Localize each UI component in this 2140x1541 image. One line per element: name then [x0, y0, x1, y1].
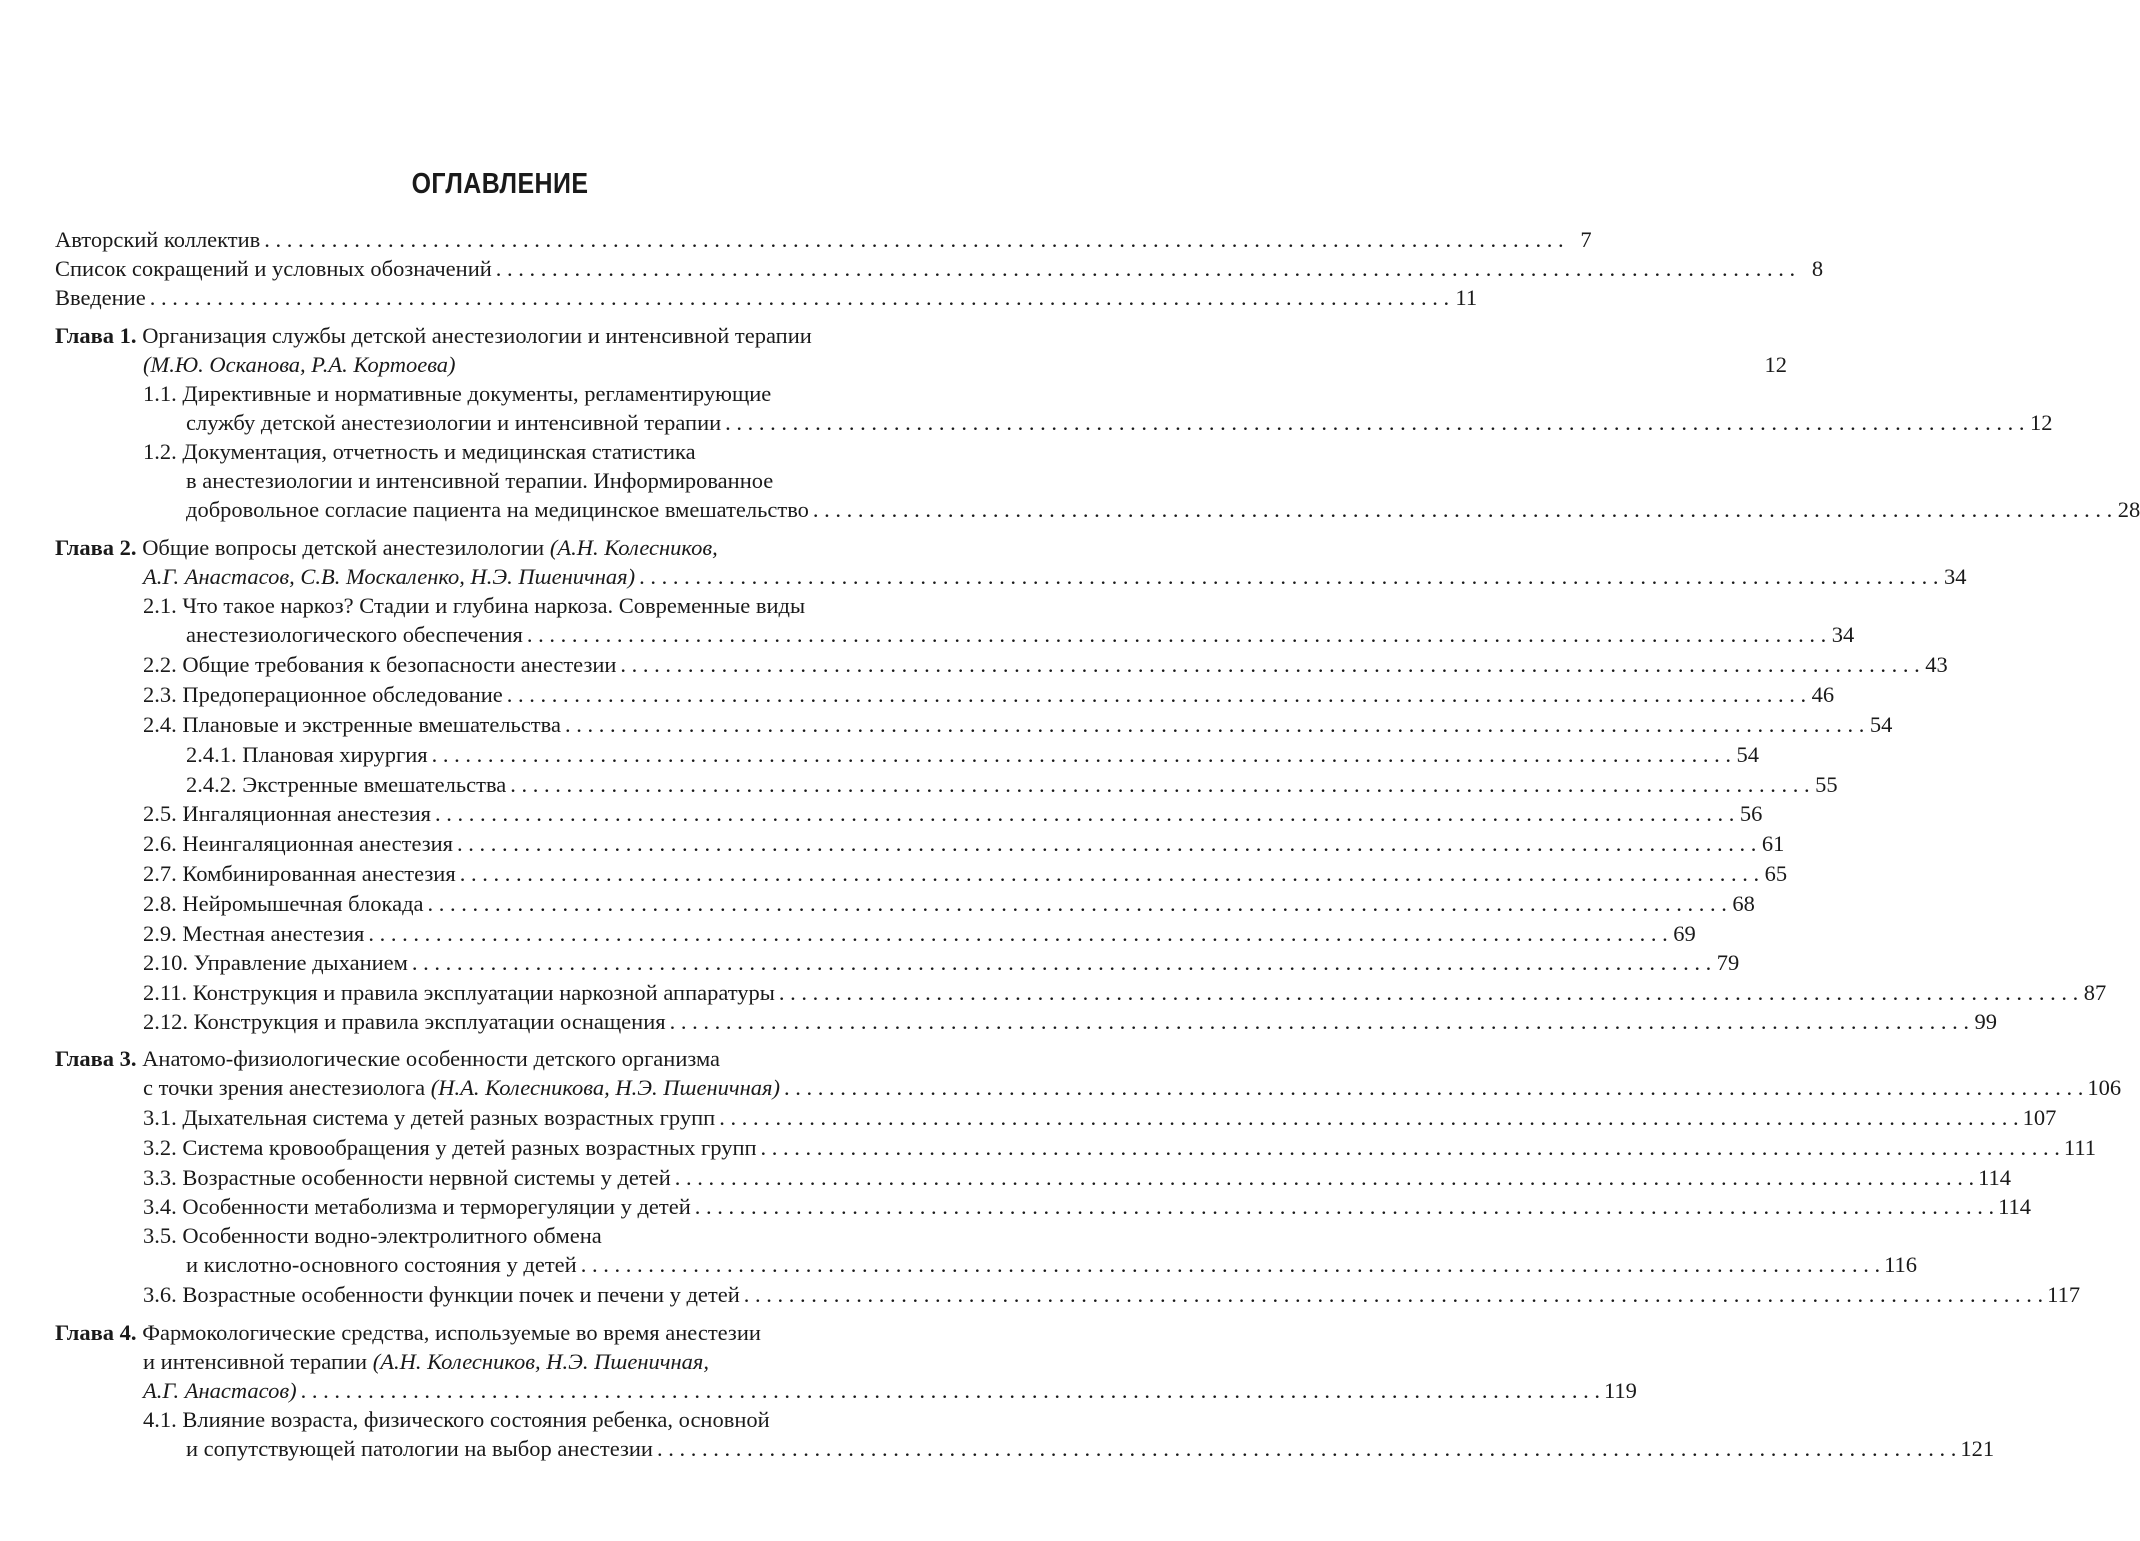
section-4-1-line1: 4.1. Влияние возраста, физического состояния ребенка, основной — [143, 1407, 770, 1432]
page-number: 111 — [2063, 1135, 2097, 1160]
page-number: 12 — [1764, 352, 1787, 377]
section-1-2: добровольное согласие пациента на медицинское вмешательство . . . 28 — [186, 495, 932, 525]
page-title: ОГЛАВЛЕНИЕ — [411, 168, 589, 200]
chapter-4-heading: Глава 4. Фармокологические средства, используемые во время анестезии — [55, 1320, 761, 1345]
page-number: 8 — [1811, 256, 1824, 281]
toc-entry-abbreviations: Список сокращений и условных обозначений . . . 8 — [55, 254, 932, 284]
chapter-2-heading: Глава 2. Общие вопросы детской анестезилологии (А.Н. Колесников, — [55, 535, 718, 560]
chapter-4-line2: и интенсивной терапии (А.Н. Колесников, Н.Э. Пшеничная, — [143, 1349, 709, 1374]
toc-entry-2-4: 2.4. Плановые и экстренные вмешательства . . . 54 — [143, 710, 932, 740]
toc-entry-3-3: 3.3. Возрастные особенности нервной системы у детей . . . 114 — [143, 1163, 932, 1193]
section-1-1-line1: 1.1. Директивные и нормативные документы, регламентирующие — [143, 381, 772, 406]
section-2-1-line1: 2.1. Что такое наркоз? Стадии и глубина наркоза. Современные виды — [143, 593, 806, 618]
chapter-2-authors: А.Г. Анастасов, С.В. Москаленко, Н.Э. Пшеничная) . . . 34 — [143, 562, 932, 592]
page-number: 69 — [1673, 921, 1696, 946]
toc-entry-authors: Авторский коллектив . . . 7 — [55, 225, 932, 255]
page-number: 79 — [1716, 950, 1740, 975]
toc-entry-2-4-1: 2.4.1. Плановая хирургия . . . 54 — [186, 740, 932, 770]
page-number: 54 — [1869, 712, 1893, 737]
toc-entry-2-10: 2.10. Управление дыханием . . . 79 — [143, 948, 932, 978]
chapter-1-heading: Глава 1. Организация службы детской анестезиологии и интенсивной терапии — [55, 323, 812, 348]
page-number: 12 — [2030, 410, 2053, 435]
chapter-label: Глава 3. — [55, 1046, 137, 1071]
section-3-5: и кислотно-основного состояния у детей . . . 116 — [186, 1250, 932, 1280]
page-number: 106 — [2087, 1075, 2122, 1100]
toc-entry-2-6: 2.6. Неингаляционная анестезия . . . 61 — [143, 829, 932, 859]
chapter-3-heading: Глава 3. Анатомо-физиологические особенности детского организма — [55, 1046, 721, 1071]
toc-entry-3-4: 3.4. Особенности метаболизма и терморегуляции у детей . . . 114 — [143, 1192, 932, 1222]
page-number: 11 — [1455, 285, 1478, 310]
section-4-1: и сопутствующей патологии на выбор анестезии . . . 121 — [186, 1434, 932, 1464]
toc-entry-2-3: 2.3. Предоперационное обследование . . . 46 — [143, 680, 932, 710]
page-number: 119 — [1603, 1378, 1637, 1403]
page-number: 28 — [2117, 497, 2140, 522]
chapter-label: Глава 4. — [55, 1320, 137, 1345]
page-number: 7 — [1580, 227, 1592, 252]
page-number: 87 — [2083, 980, 2107, 1005]
toc-entry-3-6: 3.6. Возрастные особенности функции почек и печени у детей . . . 117 — [143, 1280, 932, 1310]
toc-entry-3-2: 3.2. Система кровообращения у детей разных возрастных групп . . . 111 — [143, 1133, 932, 1163]
page-number: 54 — [1736, 742, 1760, 767]
page-number: 114 — [1998, 1194, 2032, 1219]
toc-entry-2-11: 2.11. Конструкция и правила эксплуатации наркозной аппаратуры . . . 87 — [143, 978, 932, 1008]
page-number: 34 — [1944, 564, 1967, 589]
chapter-4-authors: А.Г. Анастасов) . . . 119 — [143, 1376, 932, 1406]
page-number: 116 — [1884, 1252, 1917, 1277]
page-number: 114 — [1978, 1165, 2012, 1190]
page-number: 117 — [2047, 1282, 2081, 1307]
page-number: 99 — [1974, 1009, 1997, 1034]
toc-entry-2-9: 2.9. Местная анестезия . . . 69 — [143, 919, 932, 949]
page-number: 34 — [1831, 622, 1855, 647]
section-1-2-line2: в анестезиологии и интенсивной терапии. Информированное — [186, 468, 774, 493]
page-number: 55 — [1815, 772, 1838, 797]
page-number: 46 — [1811, 682, 1835, 707]
toc-entry-2-12: 2.12. Конструкция и правила эксплуатации оснащения . . . 99 — [143, 1007, 932, 1037]
toc-entry-introduction: Введение . . . 11 — [55, 283, 932, 313]
page-number: 43 — [1925, 652, 1948, 677]
toc-entry-2-4-2: 2.4.2. Экстренные вмешательства . . . 55 — [186, 770, 932, 800]
toc-entry-2-2: 2.2. Общие требования к безопасности анестезии . . . 43 — [143, 650, 932, 680]
section-1-2-line1: 1.2. Документация, отчетность и медицинская статистика — [143, 439, 696, 464]
toc-entry-2-7: 2.7. Комбинированная анестезия . . . 65 — [143, 859, 932, 889]
section-1-1: службу детской анестезиологии и интенсивной терапии . . . 12 — [186, 408, 932, 438]
toc-entry-2-8: 2.8. Нейромышечная блокада . . . 68 — [143, 889, 932, 919]
page-number: 65 — [1764, 861, 1788, 886]
page-number: 68 — [1732, 891, 1755, 916]
section-3-5-line1: 3.5. Особенности водно-электролитного обмена — [143, 1223, 602, 1248]
toc-entry-2-5: 2.5. Ингаляционная анестезия . . . 56 — [143, 799, 932, 829]
page-number: 61 — [1761, 831, 1785, 856]
toc-entry-3-1: 3.1. Дыхательная система у детей разных возрастных групп . . . 107 — [143, 1103, 932, 1133]
chapter-label: Глава 2. — [55, 535, 137, 560]
page-number: 56 — [1739, 801, 1763, 826]
section-2-1: анестезиологического обеспечения . . . 34 — [186, 620, 932, 650]
chapter-3-authors: с точки зрения анестезиолога (Н.А. Колесникова, Н.Э. Пшеничная) . . . 106 — [143, 1073, 932, 1103]
chapter-label: Глава 1. — [55, 323, 137, 348]
page-number: 121 — [1960, 1436, 1995, 1461]
page-number: 107 — [2022, 1105, 2057, 1130]
chapter-1-authors: (М.Ю. Осканова, Р.А. Кортоева) 12 — [143, 350, 932, 380]
